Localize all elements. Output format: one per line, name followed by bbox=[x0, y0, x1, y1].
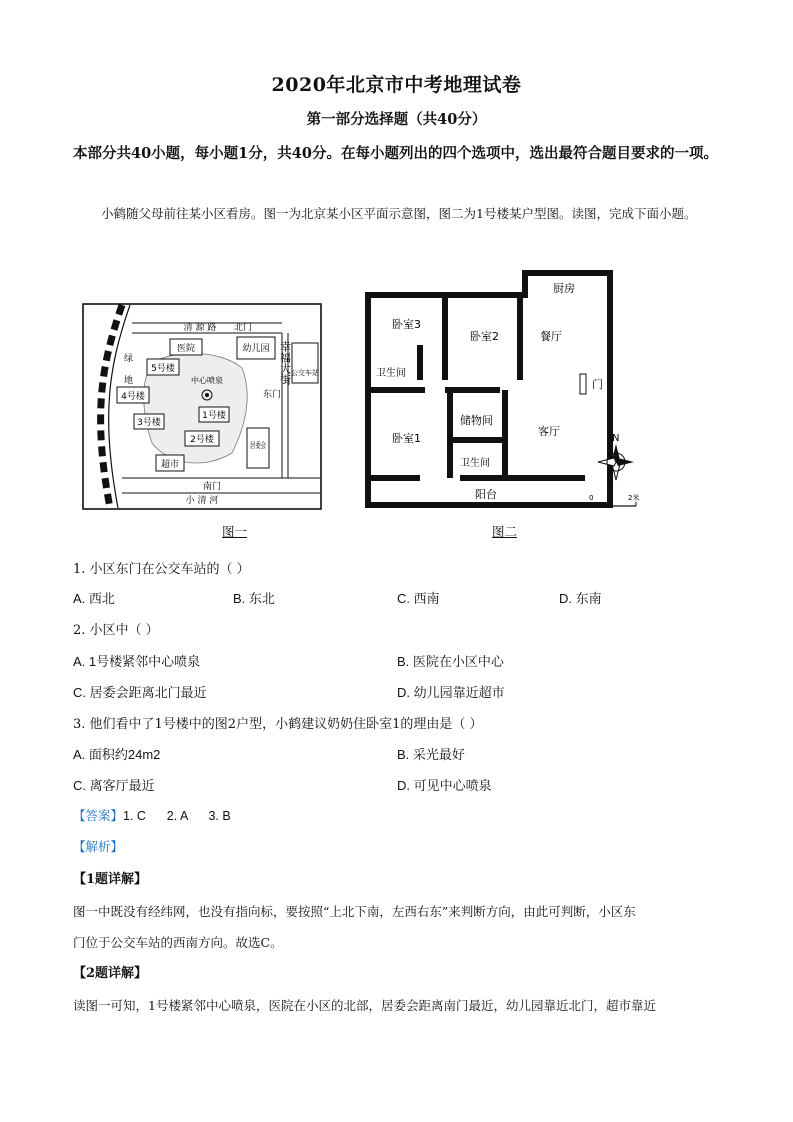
page-title: 2020年北京市中考地理试卷 bbox=[271, 74, 522, 96]
label-north-gate: 北门 bbox=[234, 323, 253, 333]
answer-text: 1. C 2. A 3. B bbox=[123, 809, 231, 823]
figure1-community-map bbox=[82, 303, 322, 510]
label-committee: 居委会 bbox=[250, 441, 274, 450]
label-supermarket: 超市 bbox=[160, 460, 180, 470]
question-3-option-c: C. 离客厅最近 bbox=[73, 778, 155, 793]
label-balcony: 阳台 bbox=[475, 488, 497, 501]
label-storage: 储物间 bbox=[460, 414, 493, 427]
section-heading: 第一部分选择题（共40分） bbox=[306, 111, 487, 128]
question-3-option-a: A. 面积约24m2 bbox=[73, 747, 161, 762]
detail-1-line-1: 图一中既没有经纬网，也没有指向标，要按照“上北下南，左西右东”来判断方向，由此可判断，小区东 bbox=[73, 904, 636, 919]
label-hospital: 医院 bbox=[176, 344, 196, 354]
label-east-gate: 东门 bbox=[262, 390, 282, 400]
question-3-option-d: D. 可见中心喷泉 bbox=[397, 778, 492, 793]
compass-rose-icon bbox=[588, 430, 650, 520]
label-building-3: 3号楼 bbox=[137, 418, 161, 428]
question-2-option-d: D. 幼儿园靠近超市 bbox=[397, 685, 505, 700]
detail-2-heading: 【2题详解】 bbox=[73, 966, 148, 981]
intro-paragraph: 小鹤随父母前往某小区看房。图一为北京某小区平面示意图，图二为1号楼某户型图。读图，完成下面小题。 bbox=[101, 206, 697, 221]
label-bath2: 卫生间 bbox=[460, 458, 490, 469]
label-building-4: 4号楼 bbox=[121, 392, 145, 402]
question-3-option-b: B. 采光最好 bbox=[397, 747, 465, 762]
question-2-option-c: C. 居委会距离北门最近 bbox=[73, 685, 207, 700]
label-building-2: 2号楼 bbox=[190, 435, 214, 445]
label-door: 门 bbox=[592, 378, 603, 391]
question-2-option-b: B. 医院在小区中心 bbox=[397, 654, 504, 669]
question-1-option-a: A. 西北 bbox=[73, 591, 115, 606]
question-1-stem: 1. 小区东门在公交车站的（ ） bbox=[73, 562, 250, 577]
detail-1-line-2: 门位于公交车站的西南方向。故选C。 bbox=[73, 935, 283, 950]
question-1-option-d: D. 东南 bbox=[559, 591, 602, 606]
label-north: N bbox=[612, 433, 620, 444]
label-bedroom3: 卧室3 bbox=[392, 318, 421, 331]
label-bath1: 卫生间 bbox=[376, 368, 406, 379]
label-bus-station: 公交车站 bbox=[291, 369, 319, 377]
label-living: 客厅 bbox=[538, 425, 560, 438]
question-2-option-a: A. 1号楼紧邻中心喷泉 bbox=[73, 654, 201, 669]
scale-zero: 0 bbox=[589, 494, 594, 502]
label-south-road: 小 清 河 bbox=[185, 496, 219, 506]
figure2-caption: 图二 bbox=[492, 524, 518, 539]
label-south-gate: 南门 bbox=[202, 482, 222, 492]
detail-1-heading: 【1题详解】 bbox=[73, 872, 148, 887]
scale-two-meters: 2米 bbox=[628, 494, 640, 502]
label-kitchen: 厨房 bbox=[553, 282, 575, 295]
analysis-tag: 【解析】 bbox=[73, 839, 124, 854]
question-2-stem: 2. 小区中（ ） bbox=[73, 623, 159, 638]
question-1-option-b: B. 东北 bbox=[233, 591, 275, 606]
label-building-1: 1号楼 bbox=[202, 411, 226, 421]
label-fountain: 中心喷泉 bbox=[191, 376, 223, 385]
label-north-road: 清 源 路 bbox=[183, 323, 217, 333]
label-kindergarten: 幼儿园 bbox=[242, 344, 270, 354]
answer-line bbox=[73, 806, 231, 824]
instructions: 本部分共40小题，每小题1分，共40分。在每小题列出的四个选项中，选出最符合题目要求的一项。 bbox=[73, 145, 718, 162]
label-bedroom2: 卧室2 bbox=[470, 330, 499, 343]
answer-tag: 【答案】 bbox=[73, 808, 124, 823]
question-3-stem: 3. 他们看中了1号楼中的图2户型，小鹤建议奶奶住卧室1的理由是（ ） bbox=[73, 717, 483, 732]
label-street: 幸福大街 bbox=[278, 341, 292, 385]
label-green-2: 地 bbox=[124, 376, 134, 386]
detail-2-line-1: 读图一可知，1号楼紧邻中心喷泉，医院在小区的北部，居委会距离南门最近，幼儿园靠近北门，超市靠近 bbox=[73, 998, 656, 1013]
label-green-1: 绿 bbox=[124, 354, 134, 364]
label-dining: 餐厅 bbox=[540, 330, 562, 343]
label-building-5: 5号楼 bbox=[151, 364, 175, 374]
figure1-caption: 图一 bbox=[222, 524, 248, 539]
question-1-option-c: C. 西南 bbox=[397, 591, 440, 606]
label-bedroom1: 卧室1 bbox=[392, 432, 421, 445]
